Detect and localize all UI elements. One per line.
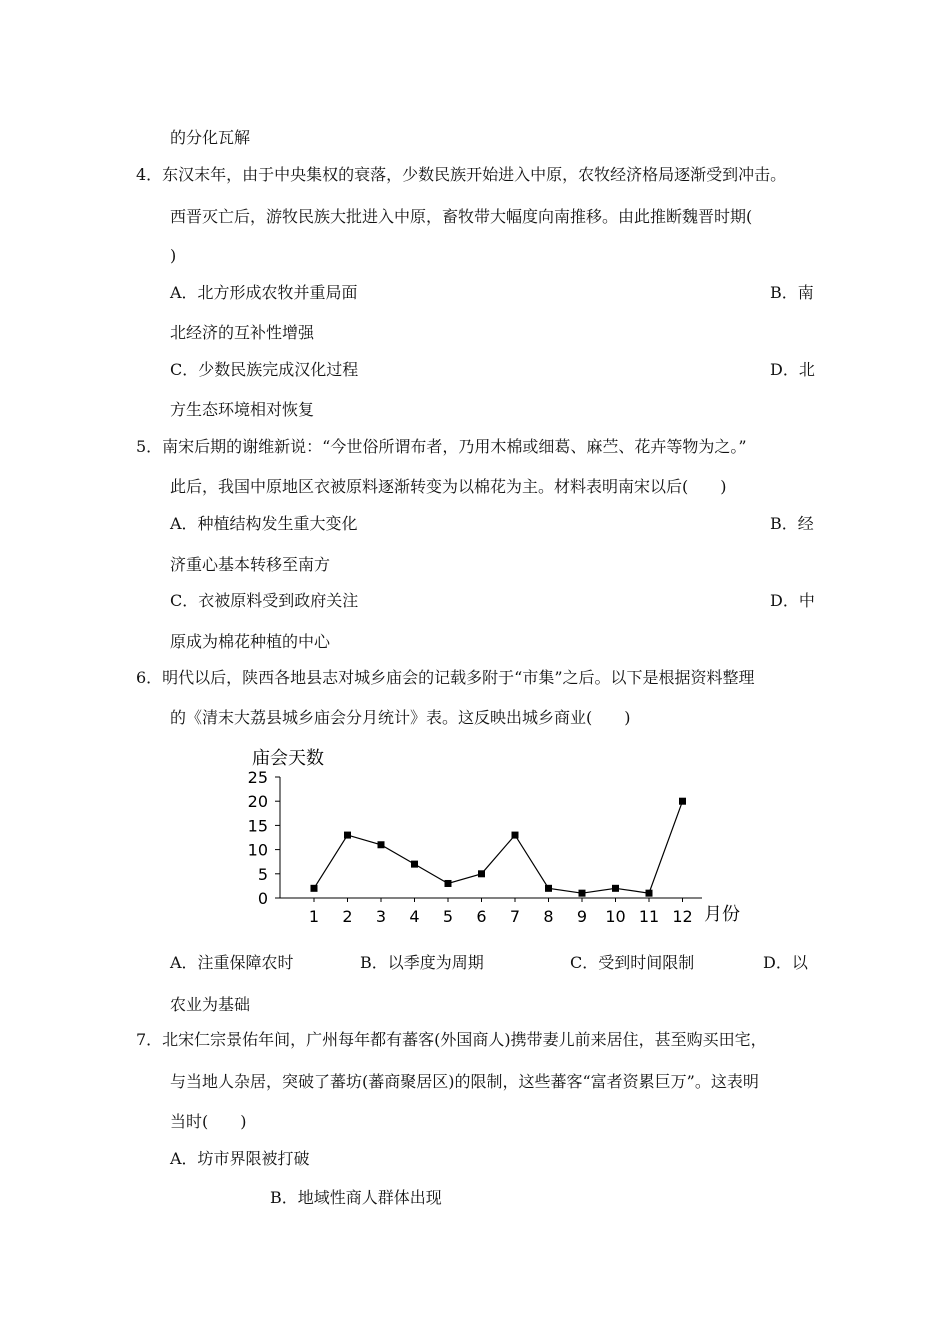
q5-option-d-head: D．中 [770, 591, 815, 610]
x-tick-label: 7 [509, 907, 521, 926]
q5-stem-line1: 5．南宋后期的谢维新说：“今世俗所谓布者，乃用木棉或细葛、麻苎、花卉等物为之。” [136, 437, 747, 456]
q4-option-b-head: B．南 [770, 283, 814, 302]
data-point-marker [646, 890, 653, 897]
q4-option-d-tail: 方生态环境相对恢复 [170, 400, 315, 419]
q6-option-b: B．以季度为周期 [360, 953, 484, 972]
data-point-marker [579, 890, 586, 897]
q6-option-c: C．受到时间限制 [570, 953, 695, 972]
chart-ticks [248, 768, 693, 926]
q5-option-d-tail: 原成为棉花种植的中心 [170, 632, 331, 651]
q5-option-c: C．衣被原料受到政府关注 [170, 591, 359, 610]
x-tick-label: 11 [638, 907, 660, 926]
data-point-marker [612, 885, 619, 892]
q6-option-d-tail: 农业为基础 [170, 995, 251, 1014]
chart-svg [240, 740, 750, 930]
x-tick-label: 9 [576, 907, 588, 926]
x-tick-label: 1 [308, 907, 320, 926]
y-tick-label: 15 [247, 816, 268, 836]
data-point-marker [679, 798, 686, 805]
data-point-marker [512, 832, 519, 839]
q7-option-b: B．地域性商人群体出现 [270, 1188, 442, 1207]
data-point-marker [411, 861, 418, 868]
q3-tail: 的分化瓦解 [170, 128, 251, 147]
q4-stem-line2: 西晋灭亡后，游牧民族大批进入中原，畜牧带大幅度向南推移。由此推断魏晋时期( [170, 207, 753, 226]
q4-option-a: A．北方形成农牧并重局面 [170, 283, 358, 302]
q5-option-b-head: B．经 [770, 514, 814, 533]
q4-stem-line1: 4．东汉末年，由于中央集权的衰落，少数民族开始进入中原，农牧经济格局逐渐受到冲击。 [136, 165, 787, 184]
y-tick-label: 20 [247, 792, 268, 812]
y-tick-label: 0 [257, 889, 268, 908]
x-tick-label: 4 [409, 907, 420, 926]
data-point-marker [545, 885, 552, 892]
x-tick-label: 5 [442, 907, 454, 926]
y-axis-label: 庙会天数 [252, 748, 324, 769]
x-tick-label: 10 [605, 907, 626, 926]
chart-axes [280, 777, 702, 898]
q7-stem-line3: 当时( ) [170, 1112, 247, 1131]
q4-option-d-head: D．北 [770, 360, 815, 379]
x-tick-label: 3 [375, 907, 387, 926]
series-line [314, 801, 683, 893]
q6-option-d-head: D．以 [763, 953, 808, 972]
chart-series [311, 798, 687, 897]
q5-option-a: A．种植结构发生重大变化 [170, 514, 358, 533]
data-point-marker [478, 870, 485, 877]
q7-stem-line2: 与当地人杂居，突破了蕃坊(蕃商聚居区)的限制，这些蕃客“富者资累巨万”。这表明 [170, 1072, 759, 1091]
q6-option-a: A．注重保障农时 [170, 953, 294, 972]
temple-fair-chart [240, 740, 750, 930]
y-tick-label: 25 [247, 768, 268, 787]
data-point-marker [311, 885, 318, 892]
q6-stem-line1: 6．明代以后，陕西各地县志对城乡庙会的记载多附于“市集”之后。以下是根据资料整理 [136, 668, 755, 687]
x-tick-label: 8 [543, 907, 554, 926]
q7-stem-line1: 7．北宋仁宗景佑年间，广州每年都有蕃客(外国商人)携带妻儿前来居住，甚至购买田宅， [136, 1030, 767, 1049]
x-axis-label: 月份 [704, 904, 740, 925]
x-tick-label: 2 [342, 907, 353, 926]
x-tick-label: 6 [476, 907, 487, 926]
data-point-marker [445, 880, 452, 887]
q6-stem-line2: 的《清末大荔县城乡庙会分月统计》表。这反映出城乡商业( ) [170, 708, 631, 727]
q7-option-a: A．坊市界限被打破 [170, 1149, 310, 1168]
q4-stem-line3: ) [170, 246, 177, 265]
q4-option-b-tail: 北经济的互补性增强 [170, 323, 315, 342]
y-tick-label: 5 [257, 864, 268, 884]
q5-option-b-tail: 济重心基本转移至南方 [170, 555, 331, 574]
q4-option-c: C．少数民族完成汉化过程 [170, 360, 359, 379]
data-point-marker [378, 841, 385, 848]
q5-stem-line2: 此后，我国中原地区衣被原料逐渐转变为以棉花为主。材料表明南宋以后( ) [170, 477, 727, 496]
x-tick-label: 12 [672, 907, 693, 926]
data-point-marker [344, 832, 351, 839]
y-tick-label: 10 [247, 840, 268, 860]
